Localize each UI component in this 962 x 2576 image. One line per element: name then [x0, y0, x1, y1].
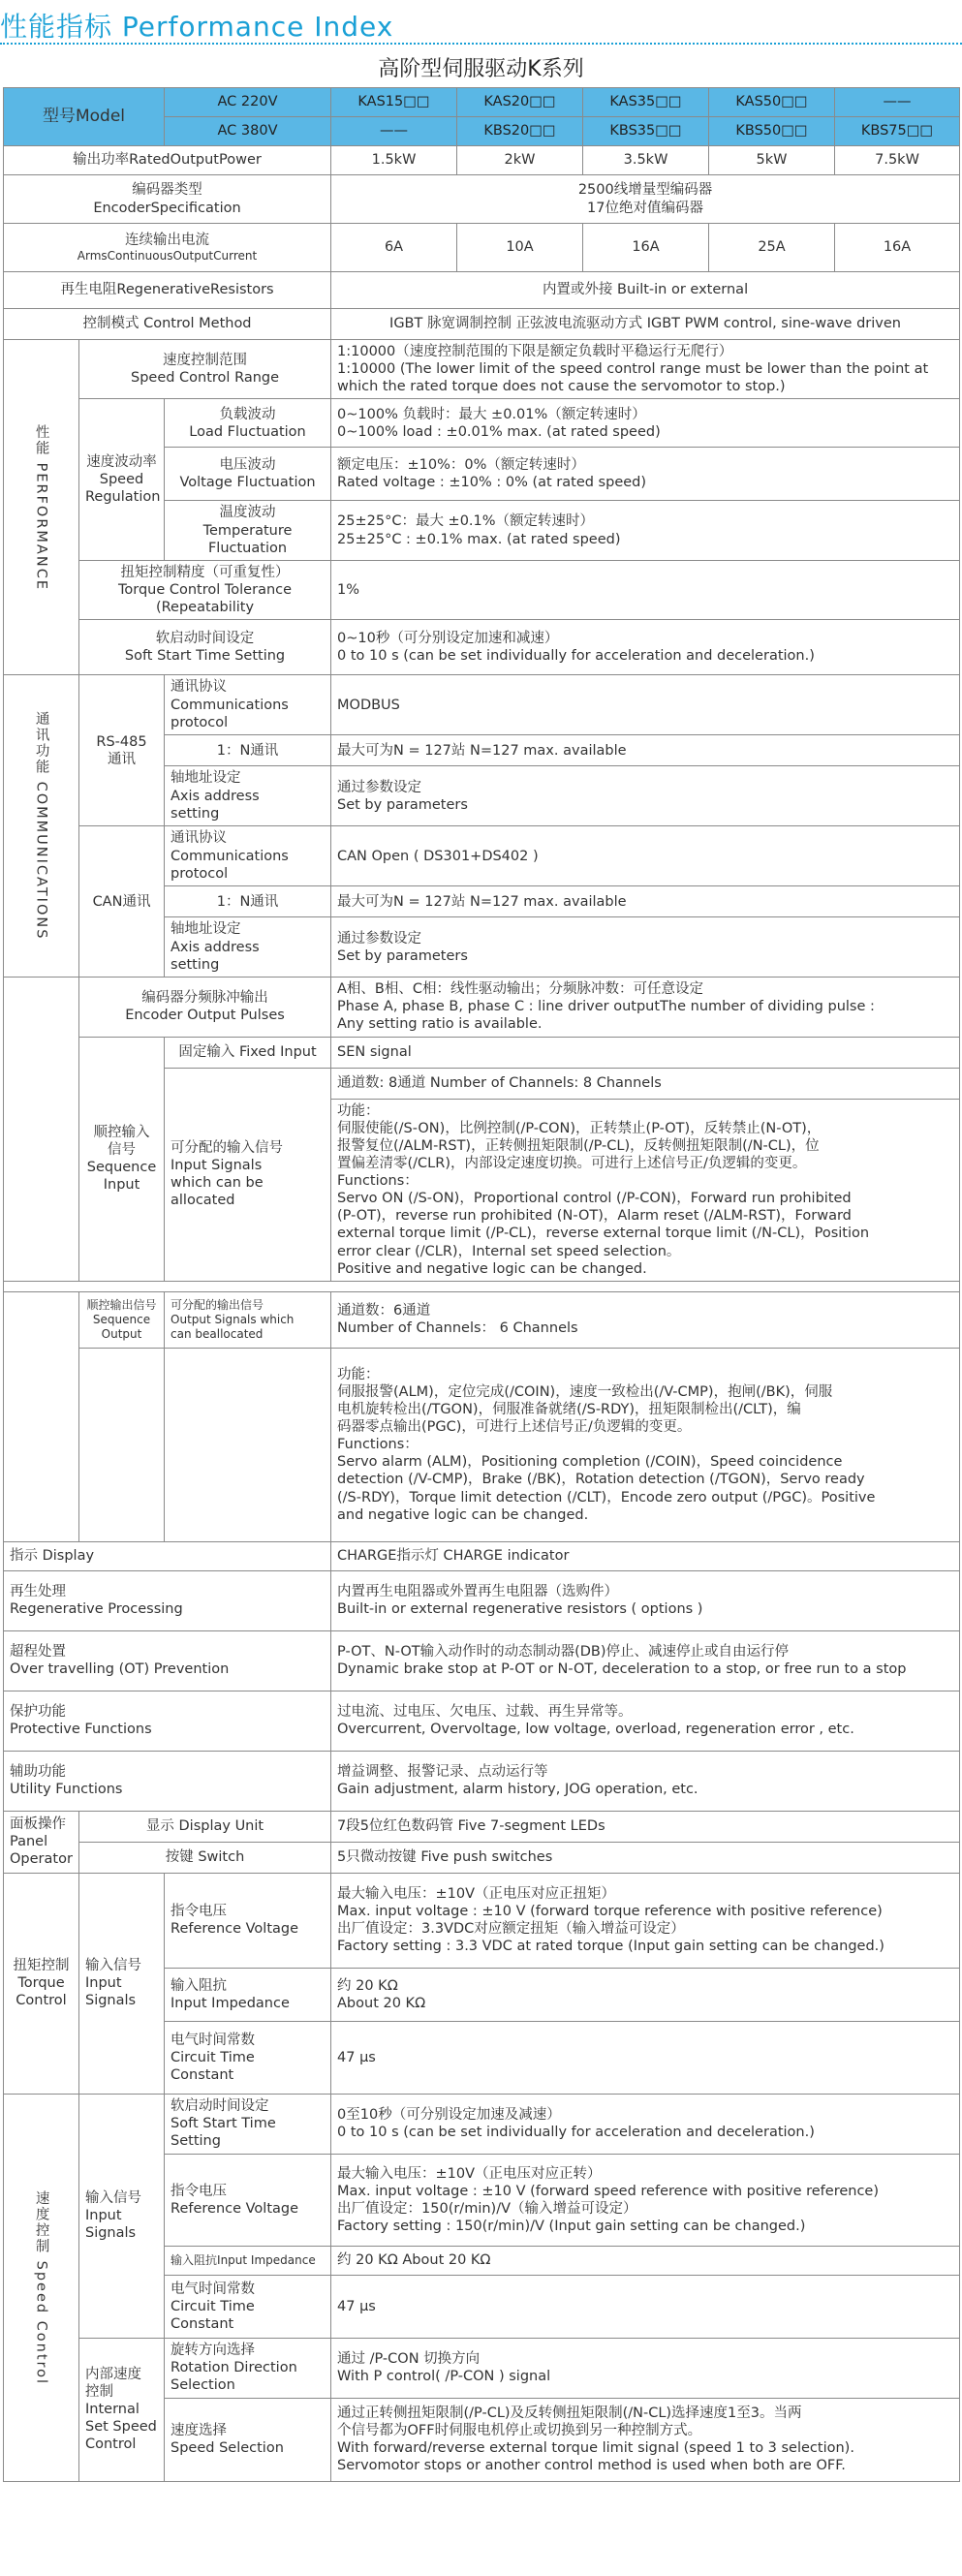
axis-value: 通过参数设定 Set by parameters [331, 917, 960, 978]
spec-table [3, 87, 960, 2482]
encoder-label: 编码器类型 EncoderSpecification [4, 175, 331, 224]
encoder-value: 2500线增量型编码器 17位绝对值编码器 [331, 175, 960, 224]
speed-rot-row [4, 2338, 960, 2398]
panel-label: 面板操作 Panel Operator [4, 1811, 79, 1873]
speed-imp-value: 约 20 KΩ About 20 KΩ [331, 2246, 960, 2275]
axis-value: 通过参数设定 Set by parameters [331, 766, 960, 826]
torque-ref-value: 最大输入电压：±10V（正电压对应正扭矩） Max. input voltage : ±10 V (forward torque reference with positive reference) 出厂值设定：3.3VDC对应额定扭矩（输入增益可设定） Factory setting : 3.3 VDC at rated torque (Input gain setting can be changed.) [331, 1873, 960, 1968]
seq-out-label: 顺控输出信号 Sequence Output [79, 1291, 165, 1348]
speed-control-category: 速度控制 Speed Control [4, 2094, 79, 2481]
panel-display-label: 显示 Display Unit [79, 1811, 331, 1842]
axis-label: 轴地址设定 Axis address setting [165, 766, 331, 826]
temp-fluct-value: 25±25°C：最大 ±0.1%（额定转速时） 25±25°C : ±0.1% max. (at rated speed) [331, 501, 960, 560]
soft-start-label: 软启动时间设定 Soft Start Time Setting [79, 620, 331, 675]
io-category-blank [4, 978, 79, 1282]
out-funcs-value: 功能： 伺服报警(ALM)，定位完成(/COIN)，速度一致检出(/V-CMP)，抱闸(/BK)，伺服 电机旋转检出(/TGON)，伺服准备就绪(/S-RDY)，扭矩限制检出(/CLT)，编 码器零点输出(PGC)，可进行上述信号正/负逻辑的变更。 Functions： Servo alarm (ALM)，Positioning completion (/COIN)，Speed coincidence detection (/V-CMP)，Brake (/BK)，Rotation detection (/TGON)，Servo ready (/S-RDY)，Torque limit detection (/CLT)，Encode zero output (/PGC)。Positive and negative logic can be changed. [331, 1348, 960, 1541]
display-label: 指示 Display [4, 1541, 331, 1570]
encoder-row [4, 175, 960, 224]
model-cell: KBS20□□ [457, 117, 583, 146]
out-channels-row [4, 1291, 960, 1348]
speed-soft-row [4, 2094, 960, 2154]
utility-row [4, 1751, 960, 1811]
enc-out-label: 编码器分频脉冲输出 Encoder Output Pulses [79, 978, 331, 1037]
page-header [0, 0, 962, 47]
in-funcs-value: 功能： 伺服使能(/S-ON)，比例控制(/P-CON)，正转禁止(P-OT)，反转禁止(N-OT)， 报警复位(/ALM-RST)，正转侧扭矩限制(/P-CL)，反转侧扭矩限制(/N-CL)，位 置偏差清零(/CLR)，内部设定速度切换。可进行上述信号正/负逻辑的变更。 Functions： Servo ON (/S-ON)，Proportional control (/P-CON)，Forward run prohibited (P-OT)，reverse run prohibited (N-OT)，Alarm reset (/ALM-RST)，Forward external torque limit (/P-CL)，reverse external torque limit (/N-CL)，Position error clear (/CLR)，Internal set speed selection。 Positive and negative logic can be changed. [331, 1099, 960, 1281]
speed-ref-label: 指令电压 Reference Voltage [165, 2154, 331, 2246]
overtravel-label: 超程处置 Over travelling (OT) Prevention [4, 1630, 331, 1691]
torque-tol-label: 扭矩控制精度（可重复性） Torque Control Tolerance (Repeatability [79, 560, 331, 619]
can-proto-value: CAN Open ( DS301+DS402 ) [331, 826, 960, 886]
torque-tol-row [4, 560, 960, 619]
load-fluct-label: 负载波动 Load Fluctuation [165, 399, 331, 448]
power-label: 输出功率RatedOutputPower [4, 146, 331, 175]
rotation-dir-label: 旋转方向选择 Rotation Direction Selection [165, 2338, 331, 2398]
model-cell: KAS50□□ [709, 88, 835, 117]
display-row [4, 1541, 960, 1570]
enc-out-row [4, 978, 960, 1037]
model-cell: KAS20□□ [457, 88, 583, 117]
speed-sel-value: 通过正转侧扭矩限制(/P-CL)及反转侧扭矩限制(/N-CL)选择速度1至3。当两 个信号都为OFF时伺服电机停止或切换到另一种控制方式。 With forward/reverse external torque limit signal (speed 1 to 3 selection). Servomotor stops or another control method is used when both are OFF. [331, 2398, 960, 2481]
model-row-220 [4, 88, 960, 117]
torque-ref-row [4, 1873, 960, 1968]
control-mode-label: 控制模式 Control Method [4, 309, 331, 340]
fixed-in-value: SEN signal [331, 1037, 960, 1068]
utility-label: 辅助功能 Utility Functions [4, 1751, 331, 1811]
internal-speed-label: 内部速度 控制 Internal Set Speed Control [79, 2338, 165, 2481]
speed-tc-label: 电气时间常数 Circuit Time Constant [165, 2275, 331, 2338]
page-subtitle: 高阶型伺服驱动K系列 [378, 57, 584, 81]
title-divider [0, 43, 962, 45]
fixed-in-row [4, 1037, 960, 1068]
axis-label: 轴地址设定 Axis address setting [165, 917, 331, 978]
regen-res-value: 内置或外接 Built-in or external [331, 272, 960, 309]
speed-input-label: 输入信号 Input Signals [79, 2094, 165, 2338]
speed-imp-label: 输入阻抗Input Impedance [165, 2246, 331, 2275]
seq-in-label: 顺控输入 信号 Sequence Input [79, 1037, 165, 1281]
section-gap [4, 1281, 960, 1291]
protective-label: 保护功能 Protective Functions [4, 1691, 331, 1751]
display-value: CHARGE指示灯 CHARGE indicator [331, 1541, 960, 1570]
can-proto-row [4, 826, 960, 886]
speed-tc-value: 47 μs [331, 2275, 960, 2338]
communications-category: 通讯功能 COMMUNICATIONS [4, 675, 79, 978]
empty-cell [165, 1348, 331, 1541]
model-cell: —— [835, 88, 960, 117]
model-cell: KAS35□□ [583, 88, 709, 117]
rs485-proto-value: MODBUS [331, 675, 960, 735]
control-mode-row [4, 309, 960, 340]
model-cell: KAS15□□ [331, 88, 457, 117]
one-n-label: 1：N通讯 [165, 735, 331, 766]
torque-ref-label: 指令电压 Reference Voltage [165, 1873, 331, 1968]
torque-tc-label: 电气时间常数 Circuit Time Constant [165, 2021, 331, 2094]
load-fluct-value: 0~100% 负载时：最大 ±0.01%（额定转速时） 0~100% load : ±0.01% max. (at rated speed) [331, 399, 960, 448]
one-n-label: 1：N通讯 [165, 886, 331, 917]
panel-switch-label: 按键 Switch [79, 1842, 331, 1873]
empty-cell [79, 1348, 165, 1541]
torque-tol-value: 1% [331, 560, 960, 619]
speed-soft-value: 0至10秒（可分别设定加速及减速） 0 to 10 s (can be set individually for acceleration and deceleration.) [331, 2094, 960, 2154]
in-channels-value: 通道数: 8通道 Number of Channels: 8 Channels [331, 1068, 960, 1099]
speed-regulation-label: 速度波动率 Speed Regulation [79, 399, 165, 560]
one-n-value: 最大可为N = 127站 N=127 max. available [331, 886, 960, 917]
current-value: 6A [331, 224, 457, 272]
model-label: 型号Model [4, 88, 165, 146]
panel-display-value: 7段5位红色数码管 Five 7-segment LEDs [331, 1811, 960, 1842]
control-mode-value: IGBT 脉宽调制控制 正弦波电流驱动方式 IGBT PWM control, sine-wave driven [331, 309, 960, 340]
power-value: 2kW [457, 146, 583, 175]
io-category-blank [4, 1291, 79, 1541]
regen-res-label: 再生电阻RegenerativeResistors [4, 272, 331, 309]
speed-sel-label: 速度选择 Speed Selection [165, 2398, 331, 2481]
proto-label: 通讯协议 Communications protocol [165, 826, 331, 886]
power-value: 7.5kW [835, 146, 960, 175]
load-fluct-row [4, 399, 960, 448]
out-funcs-row [4, 1348, 960, 1541]
torque-input-label: 输入信号 Input Signals [79, 1873, 165, 2094]
protective-row [4, 1691, 960, 1751]
regen-res-row [4, 272, 960, 309]
regen-proc-label: 再生处理 Regenerative Processing [4, 1570, 331, 1630]
alloc-out-label: 可分配的输出信号 Output Signals which can beallocated [165, 1291, 331, 1348]
soft-start-row [4, 620, 960, 675]
voltage-fluct-label: 电压波动 Voltage Fluctuation [165, 448, 331, 501]
speed-ref-value: 最大输入电压：±10V（正电压对应正转） Max. input voltage : ±10 V (forward speed reference with positive reference) 出厂值设定：150(r/min)/V（输入增益可设定） Factory setting : 150(r/min)/V (Input gain setting can be changed.) [331, 2154, 960, 2246]
ac220-label: AC 220V [165, 88, 331, 117]
power-row [4, 146, 960, 175]
rs485-label: RS-485 通讯 [79, 675, 165, 826]
power-value: 3.5kW [583, 146, 709, 175]
current-row [4, 224, 960, 272]
alloc-in-label: 可分配的输入信号 Input Signals which can be allocated [165, 1068, 331, 1281]
rs485-proto-row [4, 675, 960, 735]
power-value: 1.5kW [331, 146, 457, 175]
ac380-label: AC 380V [165, 117, 331, 146]
regen-proc-row [4, 1570, 960, 1630]
speed-range-value: 1:10000（速度控制范围的下限是额定负载时平稳运行无爬行） 1:10000 (The lower limit of the speed control range must be lower than the point at which the rated torque does not cause the servomotor to stop.) [331, 340, 960, 399]
temp-fluct-label: 温度波动 Temperature Fluctuation [165, 501, 331, 560]
regen-proc-value: 内置再生电阻器或外置再生电阻器（选购件） Built-in or external regenerative resistors ( options ) [331, 1570, 960, 1630]
utility-value: 增益调整、报警记录、点动运行等 Gain adjustment, alarm history, JOG operation, etc. [331, 1751, 960, 1811]
torque-tc-value: 47 μs [331, 2021, 960, 2094]
model-cell: —— [331, 117, 457, 146]
panel-switch-value: 5只微动按键 Five push switches [331, 1842, 960, 1873]
current-value: 16A [835, 224, 960, 272]
torque-imp-label: 输入阻抗 Input Impedance [165, 1968, 331, 2021]
out-channels-value: 通道数：6通道 Number of Channels： 6 Channels [331, 1291, 960, 1348]
panel-display-row [4, 1811, 960, 1842]
proto-label: 通讯协议 Communications protocol [165, 675, 331, 735]
speed-range-row [4, 340, 960, 399]
current-value: 10A [457, 224, 583, 272]
fixed-in-label: 固定输入 Fixed Input [165, 1037, 331, 1068]
page-title: 性能指标 Performance Index [0, 11, 394, 43]
rotation-dir-value: 通过 /P-CON 切换方向 With P control( /P-CON ) signal [331, 2338, 960, 2398]
speed-soft-label: 软启动时间设定 Soft Start Time Setting [165, 2094, 331, 2154]
torque-imp-value: 约 20 KΩ About 20 KΩ [331, 1968, 960, 2021]
can-label: CAN通讯 [79, 826, 165, 978]
current-label: 连续输出电流 ArmsContinuousOutputCurrent [4, 224, 331, 272]
overtravel-value: P-OT、N-OT输入动作时的动态制动器(DB)停止、减速停止或自由运行停 Dynamic brake stop at P-OT or N-OT, deceleration to a stop, or free run to a stop [331, 1630, 960, 1691]
speed-range-label: 速度控制范围 Speed Control Range [79, 340, 331, 399]
enc-out-value: A相、B相、C相：线性驱动输出；分频脉冲数：可任意设定 Phase A, phase B, phase C : line driver outputThe number of dividing pulse : Any setting ratio is available. [331, 978, 960, 1037]
panel-switch-row [4, 1842, 960, 1873]
current-value: 25A [709, 224, 835, 272]
soft-start-value: 0~10秒（可分别设定加速和减速） 0 to 10 s (can be set individually for acceleration and deceleration.) [331, 620, 960, 675]
model-cell: KBS75□□ [835, 117, 960, 146]
torque-control-label: 扭矩控制 Torque Control [4, 1873, 79, 2094]
performance-category: 性能 PERFORMANCE [4, 340, 79, 675]
model-cell: KBS35□□ [583, 117, 709, 146]
power-value: 5kW [709, 146, 835, 175]
one-n-value: 最大可为N = 127站 N=127 max. available [331, 735, 960, 766]
current-value: 16A [583, 224, 709, 272]
model-cell: KBS50□□ [709, 117, 835, 146]
protective-value: 过电流、过电压、欠电压、过载、再生异常等。 Overcurrent, Overvoltage, low voltage, overload, regeneration error , etc. [331, 1691, 960, 1751]
voltage-fluct-value: 额定电压：±10%：0%（额定转速时） Rated voltage : ±10% : 0% (at rated speed) [331, 448, 960, 501]
overtravel-row [4, 1630, 960, 1691]
